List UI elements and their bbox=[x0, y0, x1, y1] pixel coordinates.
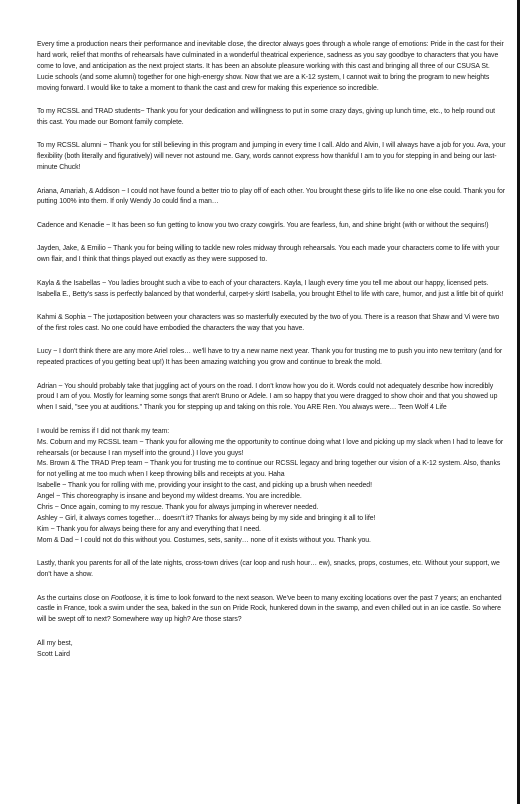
list-item: Angel ~ This choreography is insane and beyond my wildest dreams. You are incredible. bbox=[37, 493, 302, 501]
parents-paragraph: Lastly, thank you parents for all of the late nights, cross-town drives (car loop and rush hour… ew), snacks, props, costumes, etc. Without your support, we don't have a show. bbox=[37, 560, 500, 579]
signature-block bbox=[37, 639, 506, 661]
new-roles-paragraph: Jayden, Jake, & Emilio ~ Thank you for being willing to tackle new roles midway through rehearsals. You each made your characters come to life with your own flair, and I think that things played out exactly as they were supposed to. bbox=[37, 245, 500, 264]
alumni-paragraph: To my RCSSL alumni ~ Thank you for still believing in this program and jumping in every time I call. Aldo and Alvin, I will always have a job for you. Ava, your flexibility (both literally and figuratively) will never not astound me. Gary, words cannot express how thankful I am to you for stepping in and being our last-minute Chuck! bbox=[37, 142, 506, 172]
signoff: All my best, bbox=[37, 639, 73, 647]
closing-paragraph bbox=[37, 594, 506, 627]
kahmi-sophia-paragraph: Kahmi & Sophia ~ The juxtaposition between your characters was so masterfully executed by the two of you. There is a reason that Shaw and Vi were two of the first roles cast. No one could have embodied the characters the way that you have. bbox=[37, 313, 500, 332]
cowgirls-paragraph: Cadence and Kenadie ~ It has been so fun getting to know you two crazy cowgirls. You are fearless, fun, and shine bright (with or without the sequins!) bbox=[37, 221, 489, 229]
adrian-paragraph: Adrian ~ You should probably take that juggling act of yours on the road. I don't know how you do it. Words could not adequately describe how incredibly proud I am of you. Mostly for learning some songs that aren't Bruno or Adele. I am so happy that you were dragged to show choir and that you showed up when I said, "see you at auditions." Thank you for stepping up and taking on this role. You ARE Ren. You always were… Teen Wolf 4 Life bbox=[37, 382, 498, 412]
lucy-paragraph: Lucy ~ I don't think there are any more Ariel roles… we'll have to try a new name next year. Thank you for trusting me to push you into new territory (and for repeated practices of you getting beat up!) It has been amazing watching you grow and continue to break the mold. bbox=[37, 348, 503, 367]
list-item: Chris ~ Once again, coming to my rescue. Thank you for always jumping in wherever needed. bbox=[37, 504, 319, 512]
isabellas-paragraph: Kayla & the Isabellas ~ You ladies brought such a vibe to each of your characters. Kayla, I laugh every time you tell me about our happy, licensed pets. Isabella E., Betty's sass is perfectly balanced by that wonderful, carpet-y skirt! Isabella, you brought Ethel to life with care, humor, and just a little bit of quirk! bbox=[37, 279, 504, 298]
closing-text-before: As the curtains close on bbox=[37, 594, 111, 602]
list-item: Ms. Coburn and my RCSSL team ~ Thank you for allowing me the opportunity to continue doing what I love and picking up my slack when I had to leave for rehearsals (or because I ran myself into the ground.) I love you guys! bbox=[37, 438, 504, 457]
list-item: Ashley ~ Girl, it always comes together… doesn't it? Thanks for always being by my side and bringing it all to life! bbox=[37, 515, 376, 522]
intro-paragraph: Every time a production nears their performance and inevitable close, the director always goes through a whole range of emotions: Pride in the cast for their hard work, relief that months of rehearsals have culminated in a wonderful theatrical experience, sadness as you say goodbye to characters that you have come to love, and anticipation as the next project starts. It has been an absolute pleasure working with this cast and bringing all three of our CSUSA St. Lucie schools (and some alumni) together for one high-energy show. Now that we are a K-12 system, I cannot wait to bring the program to new heights moving forward. I would like to take a moment to thank the cast and crew for making this experience so incredible. bbox=[37, 41, 504, 92]
closing-text-after: , it is time to look forward to the next season. We've been to many exciting locations over the past 7 years; an enchanted castle in France, took a swim under the sea, baked in the sun on Pride Rock, hunkered down in the swamp, and even chilled out in an ice castle. So where will be swept off to next? Somewhere way up high? Are those stars? bbox=[37, 594, 502, 624]
trio-paragraph: Ariana, Amariah, & Addison ~ I could not have found a better trio to play off of each other. You brought these girls to life like no one else could. Thank you for putting 100% into them. If only Wendy Jo could find a man… bbox=[37, 187, 505, 206]
list-item: Kim ~ Thank you for always being there for any and everything that I need. bbox=[37, 525, 261, 533]
list-item: Isabelle ~ Thank you for rolling with me, providing your insight to the cast, and picking up a brush when needed! bbox=[37, 482, 372, 490]
list-item: Ms. Brown & The TRAD Prep team ~ Thank you for trusting me to continue our RCSSL legacy and bring together our vision of a K-12 system. Also, thanks for not yelling at me too much when I keep throwing bills and receipts at you. Haha bbox=[37, 460, 501, 479]
list-item: Mom & Dad ~ I could not do this without you. Costumes, sets, sanity… none of it exists without you. Thank you. bbox=[37, 536, 371, 544]
show-title: Footloose bbox=[110, 594, 141, 602]
signature-name: Scott Laird bbox=[37, 650, 70, 658]
team-list-intro: I would be remiss if I did not thank my team: bbox=[37, 427, 170, 435]
team-thanks-list bbox=[37, 427, 506, 547]
students-paragraph: To my RCSSL and TRAD students~ Thank you for your dedication and willingness to put in some crazy days, giving up lunch time, etc., to help round out this cast. You made our Bomont family complete. bbox=[37, 108, 495, 126]
